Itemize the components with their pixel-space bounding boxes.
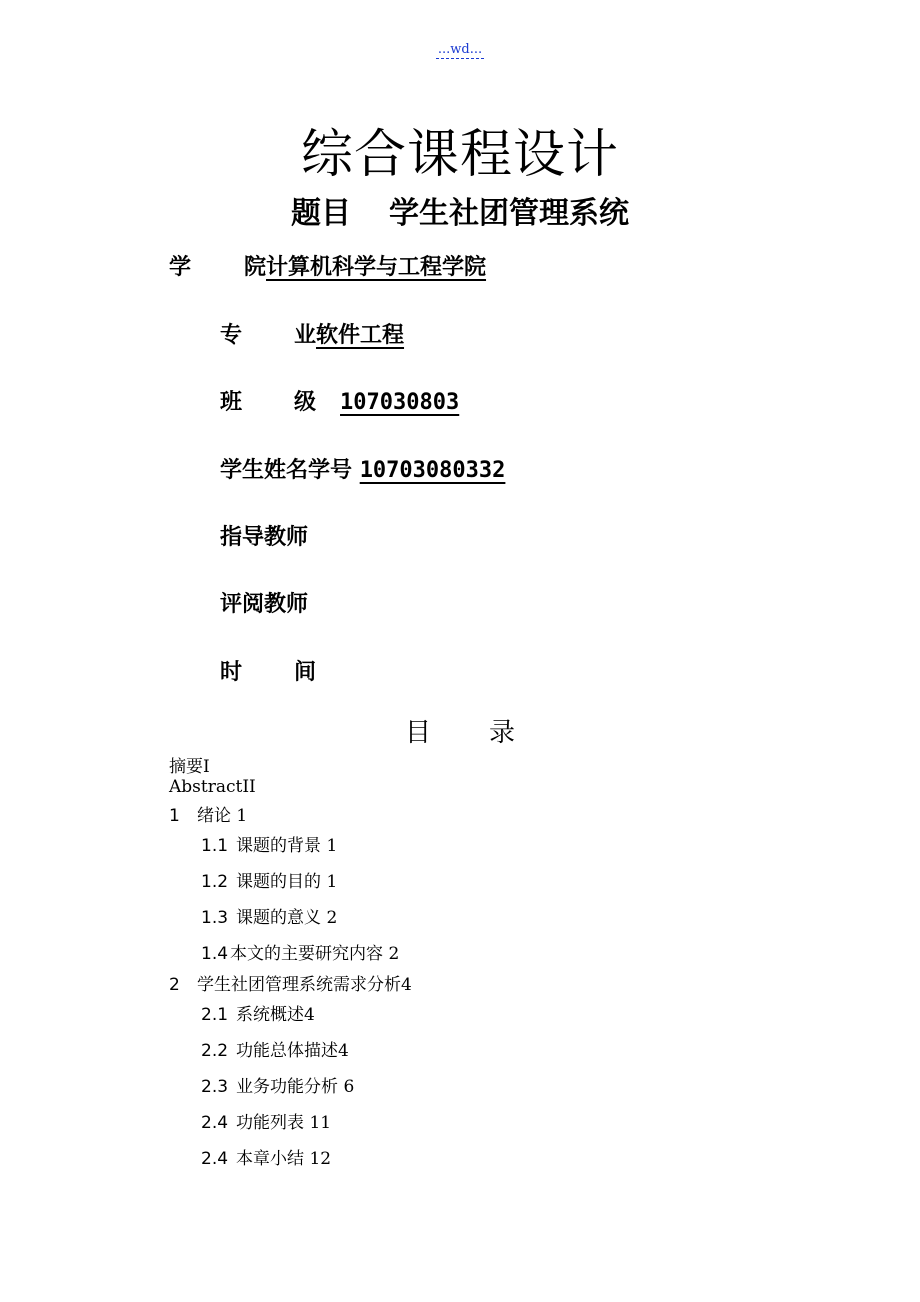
toc-item-2-3[interactable] xyxy=(201,1072,354,1097)
toc-item-text: 本文的主要研究内容 xyxy=(230,944,384,964)
toc-item-1-3[interactable] xyxy=(201,903,337,928)
header-mark-text: ...wd... xyxy=(437,42,483,57)
toc-item-2-4[interactable] xyxy=(201,1108,331,1133)
toc-item-text: 学生社团管理系统需求分析 xyxy=(197,975,401,995)
class-value: 107030803 xyxy=(340,390,460,415)
toc-item-page: 6 xyxy=(343,1077,355,1097)
toc-item-2-5[interactable] xyxy=(201,1144,331,1169)
major-value: 软件工程 xyxy=(316,323,405,348)
time-field xyxy=(220,655,316,686)
toc-item-page: 1 xyxy=(326,872,338,892)
toc-title xyxy=(0,712,920,749)
toc-item-number: 1 xyxy=(169,806,180,826)
class-field xyxy=(220,385,471,416)
toc-item-page: 2 xyxy=(326,908,338,928)
toc-item-page: 4 xyxy=(401,975,412,995)
toc-item-page: 1 xyxy=(236,806,248,826)
toc-item-1-4[interactable] xyxy=(201,939,399,964)
toc-item-text: 摘要 xyxy=(169,757,203,777)
toc-item-1-1[interactable] xyxy=(201,831,337,856)
toc-item-text: 功能总体描述 xyxy=(236,1041,339,1061)
toc-item-abstract-cn[interactable] xyxy=(169,752,210,777)
toc-item-number: 2.4 xyxy=(201,1113,229,1133)
advisor-field xyxy=(220,520,308,551)
class-label-a: 班 xyxy=(220,390,243,415)
toc-item-page: 4 xyxy=(304,1005,315,1025)
toc-item-page: I xyxy=(203,757,210,777)
reviewer-field xyxy=(220,587,308,618)
toc-item-page: 2 xyxy=(388,944,400,964)
toc-item-abstract-en[interactable] xyxy=(169,777,256,797)
toc-item-text: 课题的意义 xyxy=(236,908,322,928)
toc-item-text: 课题的背景 xyxy=(236,836,322,856)
toc-item-number: 2.1 xyxy=(201,1005,229,1025)
toc-item-page: 1 xyxy=(326,836,338,856)
major-label-b: 业 xyxy=(294,323,317,348)
toc-item-chapter-2[interactable] xyxy=(169,970,412,995)
document-title: 综合课程设计 xyxy=(300,125,619,185)
advisor-label: 指导教师 xyxy=(220,525,309,550)
toc-item-page: 4 xyxy=(338,1041,349,1061)
toc-item-text: 课题的目的 xyxy=(236,872,322,892)
toc-item-text: 绪论 xyxy=(197,806,231,826)
toc-title-a: 目 xyxy=(404,718,431,748)
toc-item-text: Abstract xyxy=(169,777,243,797)
toc-item-text: 本章小结 xyxy=(236,1149,305,1169)
college-label-a: 学 xyxy=(169,255,192,280)
subject-line xyxy=(0,188,920,232)
toc-item-text: 业务功能分析 xyxy=(236,1077,339,1097)
major-field xyxy=(220,318,404,349)
subject-label: 题目 xyxy=(291,196,351,231)
toc-item-text: 系统概述 xyxy=(236,1005,305,1025)
toc-item-number: 2.4 xyxy=(201,1149,229,1169)
toc-item-number: 2 xyxy=(169,975,180,995)
toc-item-page: 12 xyxy=(309,1149,332,1169)
toc-item-number: 1.4 xyxy=(201,944,229,964)
college-value: 计算机科学与工程学院 xyxy=(266,255,487,280)
toc-title-b: 录 xyxy=(489,718,516,748)
class-label-b: 级 xyxy=(294,390,317,415)
toc-item-2-1[interactable] xyxy=(201,1000,315,1025)
toc-item-page: II xyxy=(242,777,256,797)
toc-item-text: 功能列表 xyxy=(236,1113,305,1133)
toc-item-page: 11 xyxy=(309,1113,332,1133)
page-header-mark xyxy=(0,42,920,57)
toc-item-number: 2.2 xyxy=(201,1041,229,1061)
college-field xyxy=(169,250,486,281)
toc-item-number: 1.1 xyxy=(201,836,229,856)
reviewer-label: 评阅教师 xyxy=(220,592,309,617)
student-label: 学生姓名学号 xyxy=(220,458,353,483)
major-label-a: 专 xyxy=(220,323,243,348)
toc-item-number: 1.3 xyxy=(201,908,229,928)
subject-value: 学生社团管理系统 xyxy=(389,196,629,231)
toc-item-1-2[interactable] xyxy=(201,867,337,892)
time-label-b: 间 xyxy=(294,660,317,685)
time-label-a: 时 xyxy=(220,660,243,685)
college-label-b: 院 xyxy=(244,255,267,280)
toc-item-number: 1.2 xyxy=(201,872,229,892)
student-field xyxy=(220,453,505,484)
toc-item-number: 2.3 xyxy=(201,1077,229,1097)
student-id-value: 10703080332 xyxy=(359,458,506,483)
toc-item-2-2[interactable] xyxy=(201,1036,349,1061)
toc-item-chapter-1[interactable] xyxy=(169,801,247,826)
